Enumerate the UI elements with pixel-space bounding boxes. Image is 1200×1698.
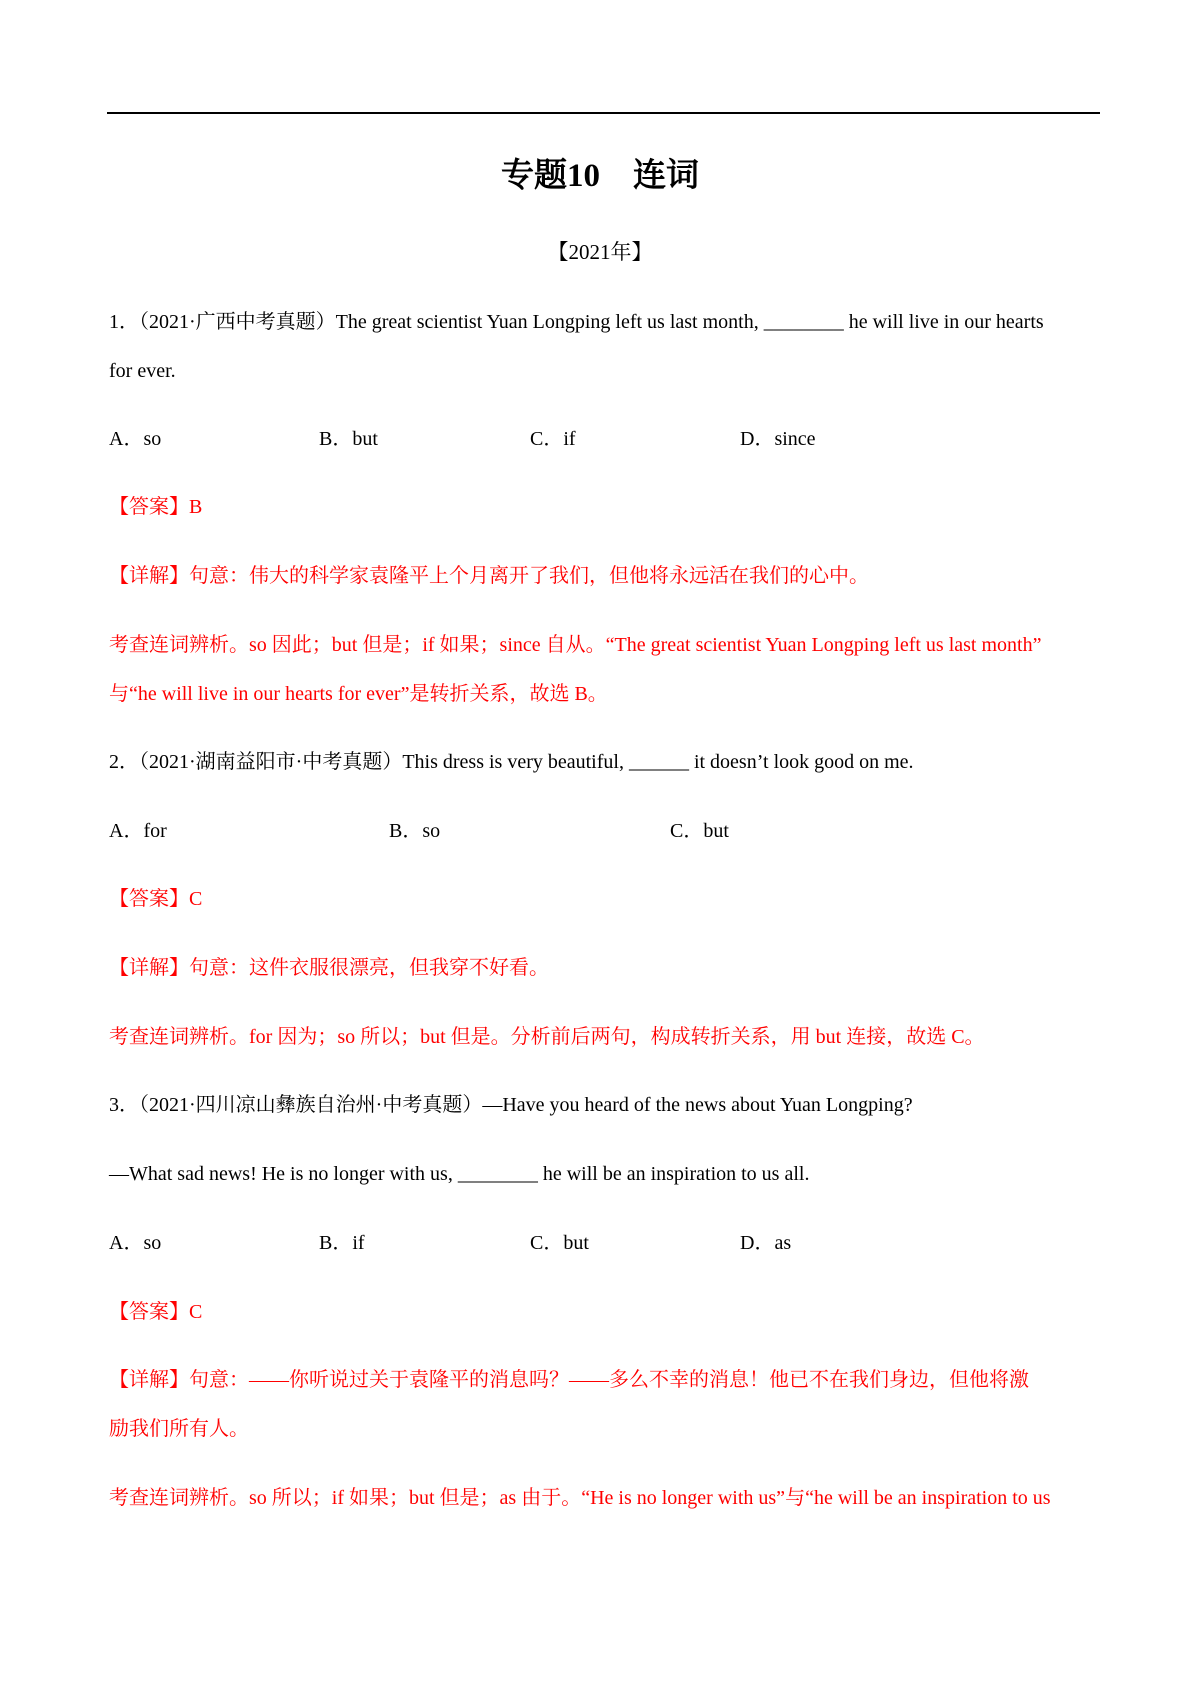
question-1-option-b: B．but — [319, 428, 378, 450]
question-1-option-d: D．since — [740, 428, 816, 450]
question-3-option-b: B．if — [319, 1232, 365, 1254]
question-3-detail-line-2: 励我们所有人。 — [109, 1418, 249, 1440]
question-1-analysis-line-2: 与“he will live in our hearts for ever”是转折关系，故选 B。 — [109, 683, 608, 705]
question-1-answer: 【答案】B — [109, 496, 203, 518]
question-2-option-a: A．for — [109, 820, 167, 842]
question-3-analysis-line-1: 考查连词辨析。so 所以；if 如果；but 但是；as 由于。“He is no longer with us”与“he will be an inspiration to us — [109, 1487, 1051, 1509]
question-1-option-a: A．so — [109, 428, 162, 450]
question-3-stem-line-2: —What sad news! He is no longer with us, ________ he will be an inspiration to us all. — [109, 1163, 810, 1185]
question-3-stem-line-1: 3．（2021·四川凉山彝族自治州·中考真题）—Have you heard of the news about Yuan Longping? — [109, 1094, 913, 1116]
question-3-detail-line-1: 【详解】句意：——你听说过关于袁隆平的消息吗？——多么不幸的消息！他已不在我们身边，但他将激 — [109, 1369, 1029, 1391]
year-section-heading: 【2021年】 — [547, 240, 653, 264]
header-rule — [107, 112, 1100, 114]
question-1-stem-line-2: for ever. — [109, 360, 176, 382]
question-2-option-b: B．so — [389, 820, 441, 842]
question-1-option-c: C．if — [530, 428, 576, 450]
question-2-option-c: C．but — [670, 820, 729, 842]
question-2-analysis-line-1: 考查连词辨析。for 因为；so 所以；but 但是。分析前后两句，构成转折关系，用 but 连接，故选 C。 — [109, 1026, 985, 1048]
question-3-answer: 【答案】C — [109, 1301, 203, 1323]
question-3-option-a: A．so — [109, 1232, 162, 1254]
question-1-stem-line-1: 1．（2021·广西中考真题）The great scientist Yuan Longping left us last month, ________ he will live in our hearts — [109, 311, 1044, 333]
question-3-option-c: C．but — [530, 1232, 589, 1254]
question-2-answer: 【答案】C — [109, 888, 203, 910]
question-1-detail-line-1: 【详解】句意：伟大的科学家袁隆平上个月离开了我们，但他将永远活在我们的心中。 — [109, 565, 869, 587]
question-1-analysis-line-1: 考查连词辨析。so 因此；but 但是；if 如果；since 自从。“The great scientist Yuan Longping left us last month” — [109, 634, 1042, 656]
question-3-option-d: D．as — [740, 1232, 792, 1254]
page-title: 专题10 连词 — [501, 158, 699, 194]
question-2-stem-line-1: 2．（2021·湖南益阳市·中考真题）This dress is very beautiful, ______ it doesn’t look good on me. — [109, 751, 914, 773]
question-2-detail-line-1: 【详解】句意：这件衣服很漂亮，但我穿不好看。 — [109, 957, 549, 979]
